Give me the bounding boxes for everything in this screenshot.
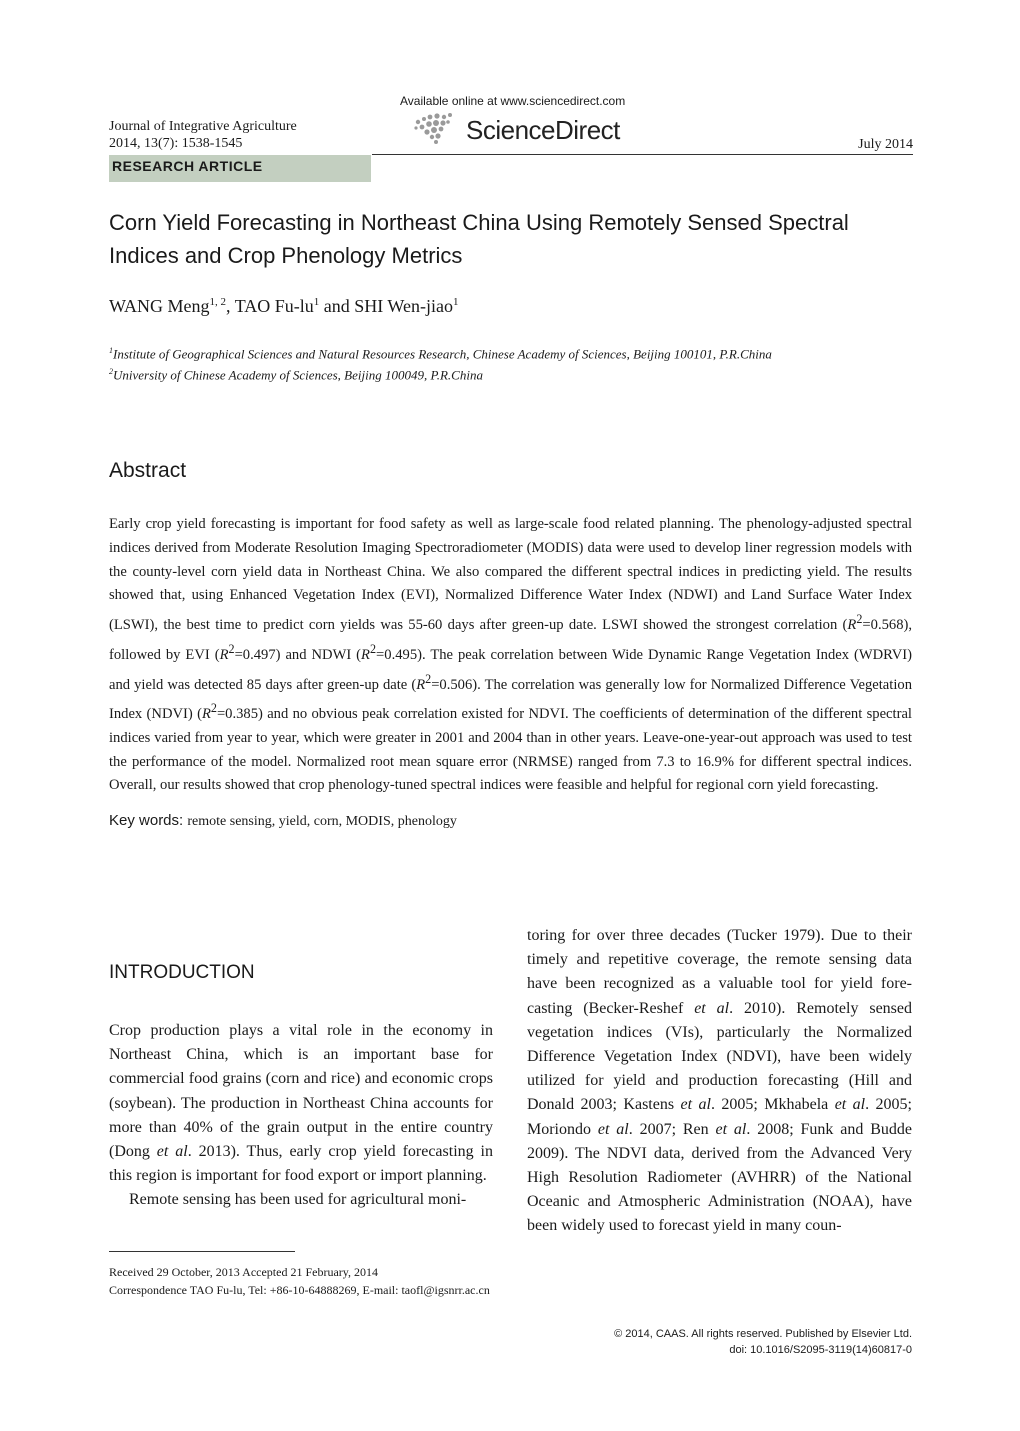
intro-text: . 2008; Funk and Budde 2009). The NDVI data, derived from the Advanced Very High Resolution Radiometer (AVHRR) of the National Oceanic and Atmospheric Administration (NOAA), have been widely used to forecast yield in many coun-	[527, 1120, 913, 1235]
r-squared-symbol: R	[219, 646, 229, 663]
sciencedirect-wordmark: ScienceDirect	[466, 115, 620, 145]
doi: doi: 10.1016/S2095-3119(14)60817-0	[729, 1344, 912, 1356]
et-al: et al	[715, 1120, 747, 1138]
introduction-heading: INTRODUCTION	[109, 962, 255, 983]
affiliation-text: Institute of Geographical Sciences and Natural Resources Research, Chinese Academy of Sciences, Beijing 100101, P.R.China	[113, 346, 772, 362]
author-separator: and	[319, 296, 355, 316]
affiliation-number: 1	[109, 346, 113, 355]
intro-text: . 2005; Moriondo	[527, 1096, 913, 1138]
r-squared-exponent: 2	[425, 671, 432, 686]
abstract-text: =0.497) and NDWI (	[234, 646, 362, 663]
intro-text: . 2013). Thus, early crop yield forecasting in this region is important for food export or import planning.	[109, 1143, 493, 1185]
keywords-label: Key words:	[109, 812, 188, 829]
abstract-text: =0.495). The peak correlation between Wide Dynamic Range Vegetation Index (WDRVI) and yield was detected 85 days after green-up date (	[109, 646, 913, 693]
article-type-label: RESEARCH ARTICLE	[112, 158, 263, 174]
author-affiliation-marker: 1	[313, 296, 320, 308]
issue-date: July 2014	[858, 137, 913, 152]
author-name: SHI Wen-jiao	[354, 296, 453, 316]
et-al: et al	[597, 1120, 629, 1138]
article-title-line-2: Indices and Crop Phenology Metrics	[109, 243, 463, 268]
r-squared-exponent: 2	[369, 641, 377, 656]
r-squared-symbol: R	[847, 617, 857, 634]
et-al: et al	[680, 1096, 711, 1114]
r-squared-symbol: R	[201, 706, 211, 723]
keywords-list: remote sensing, yield, corn, MODIS, phenology	[187, 814, 457, 829]
author-list	[109, 296, 458, 317]
introduction-right-column	[527, 924, 912, 1239]
r-squared-exponent: 2	[210, 701, 217, 716]
abstract-body	[109, 513, 912, 798]
intro-paragraph-1	[109, 1019, 493, 1188]
abstract-heading: Abstract	[109, 459, 187, 482]
intro-text: . 2007; Ren	[628, 1120, 716, 1138]
journal-citation: 2014, 13(7): 1538-1545	[109, 136, 243, 151]
author-name: TAO Fu-lu	[234, 296, 314, 316]
intro-text: . 2010). Remotely sensed vegetation indices (VIs), particularly the Normalized Difference Vegetation Index (NDVI), have been widely utilized for yield and production forecasting (Hill and Donald 2003; Kastens	[527, 999, 913, 1114]
intro-text: Crop production plays a vital role in the economy in Northeast China, which is an important base for commercial food grains (corn and rice) and economic crops (soybean). The production in Northeast China accounts for more than 40% of the grain output in the entire country (Dong	[109, 1022, 493, 1161]
available-online-text: Available online at www.sciencedirect.com	[400, 94, 626, 108]
intro-text: . 2005; Mkhabela	[710, 1096, 835, 1114]
sciencedirect-logo-icon	[412, 112, 462, 146]
copyright-notice: © 2014, CAAS. All rights reserved. Published by Elsevier Ltd.	[614, 1328, 912, 1340]
r-squared-symbol: R	[416, 676, 426, 693]
intro-text: toring for over three decades (Tucker 1979). Due to their timely and repetitive coverage, the remote sensing data have been recognized as a valuable tool for yield fore-casting (Becker-Reshef	[527, 927, 912, 1017]
affiliation-number: 2	[109, 367, 113, 376]
footnote-rule	[109, 1251, 295, 1252]
abstract-text: =0.385) and no obvious peak correlation existed for NDVI. The coefficients of determination of the different spectral indices varied from year to year, which were greater in 2001 and 2004 than in other years. Leave-one-year-out approach was used to test the performance of the model. Normalized root mean square error (NRMSE) ranged from 7.3 to 16.9% for different spectral indices. Overall, our results showed that crop phenology-tuned spectral indices were feasible and helpful for regional corn yield forecasting.	[109, 706, 912, 794]
journal-info	[109, 118, 297, 152]
article-title-line-1: Corn Yield Forecasting in Northeast China Using Remotely Sensed Spectral	[109, 210, 849, 235]
received-date: Received 29 October, 2013 Accepted 21 February, 2014	[109, 1265, 378, 1279]
abstract-text: Early crop yield forecasting is important for food safety as well as large-scale food related planning. The phenology-adjusted spectral indices derived from Moderate Resolution Imaging Spectroradiometer (MODIS) data were used to develop liner regression models with the county-level corn yield data in Northeast China. We also compared the different spectral indices in predicting yield. The results showed that, using Enhanced Vegetation Index (EVI), Normalized Difference Water Index (NDWI) and Land Surface Water Index (LSWI), the best time to predict corn yields was 55-60 days after green-up date. LSWI showed the strongest correlation (	[109, 516, 912, 634]
header-rule	[372, 154, 913, 155]
et-al: et al	[694, 999, 730, 1017]
affiliation-2	[109, 367, 483, 383]
affiliation-text: University of Chinese Academy of Sciences, Beijing 100049, P.R.China	[113, 367, 483, 383]
et-al: et al	[834, 1096, 866, 1114]
et-al: et al	[156, 1143, 188, 1161]
author-name: WANG Meng	[109, 296, 210, 316]
journal-name: Journal of Integrative Agriculture	[109, 119, 297, 134]
r-squared-exponent: 2	[228, 641, 235, 656]
affiliation-1	[109, 346, 772, 362]
author-affiliation-marker: 1, 2	[209, 296, 226, 308]
intro-paragraph-2: Remote sensing has been used for agricultural moni-	[129, 1191, 467, 1209]
r-squared-exponent: 2	[856, 612, 863, 627]
keywords	[109, 812, 457, 830]
introduction-left-column	[109, 1019, 493, 1213]
author-affiliation-marker: 1	[452, 296, 459, 308]
correspondence: Correspondence TAO Fu-lu, Tel: +86-10-64888269, E-mail: taofl@igsnrr.ac.cn	[109, 1283, 490, 1297]
author-separator: ,	[226, 296, 235, 316]
abstract-text: =0.568), followed by EVI (	[109, 617, 912, 663]
intro-paragraph-continued	[527, 924, 912, 1239]
r-squared-symbol: R	[361, 646, 370, 663]
article-title	[109, 206, 919, 272]
abstract-text: =0.506). The correlation was generally low for Normalized Difference Vegetation Index (NDVI) (	[109, 676, 912, 723]
